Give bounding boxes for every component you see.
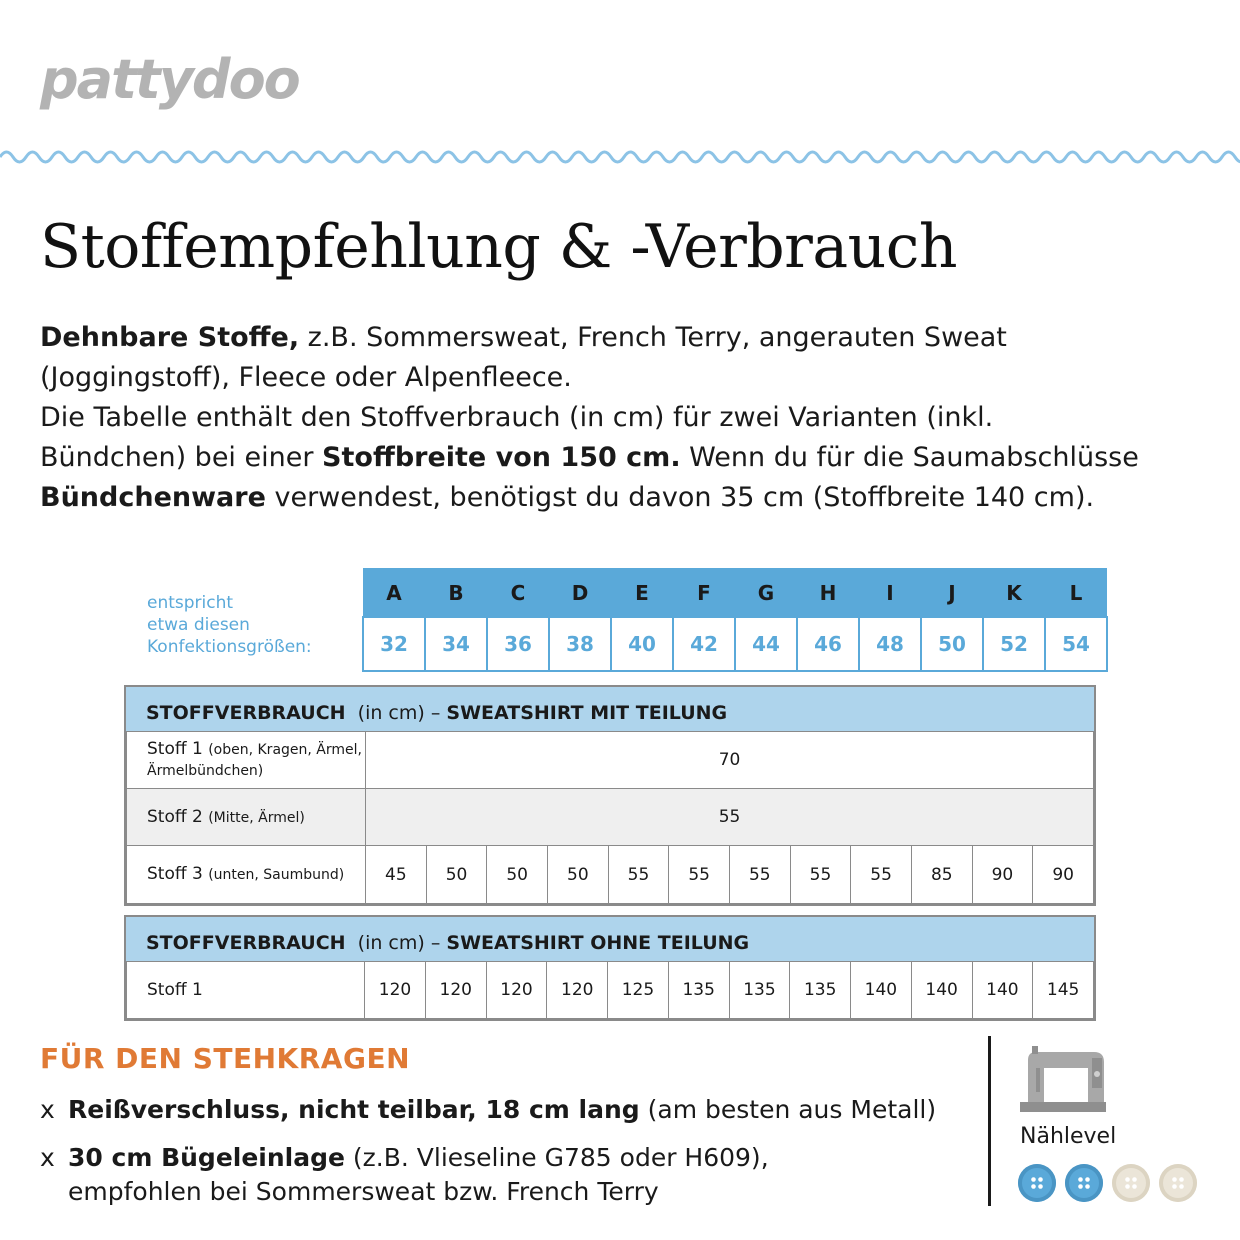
intro-text [40,318,1140,518]
table-cell: 135 [668,962,729,1019]
list-item-bold: Reißverschluss, nicht teilbar, 18 cm lang [68,1095,640,1124]
table-cell: 140 [972,962,1033,1019]
table-cell: 55 [729,846,790,904]
size-label [147,592,357,658]
table-cell: 70 [366,732,1094,789]
size-letter: G [735,569,797,617]
intro-text-4: verwendest, benötigst du davon 35 cm (Stoffbreite 140 cm). [265,482,1095,513]
table-header-variant: SWEATSHIRT OHNE TEILUNG [446,932,750,954]
table-cell: 45 [366,846,427,904]
row-label [127,789,366,846]
table-cell: 55 [790,846,851,904]
table-cell: 55 [366,789,1094,846]
size-letter: E [611,569,673,617]
size-letter: J [921,569,983,617]
size-number: 46 [797,617,859,671]
row-label-text: Stoff 2 [147,806,209,827]
table-cell: 55 [851,846,912,904]
row-label [127,732,366,789]
size-number: 50 [921,617,983,671]
size-table [362,568,1108,672]
wave-divider [0,145,1240,167]
table-cell: 50 [548,846,609,904]
size-label-line: entspricht [147,593,234,613]
page-title: Stoffempfehlung & -Verbrauch [40,212,958,282]
table-cell: 90 [972,846,1033,904]
button-icon [1018,1164,1056,1202]
table-row [127,846,1094,904]
size-number: 54 [1045,617,1107,671]
table-cell: 55 [669,846,730,904]
list-item [40,1141,940,1209]
row-label-note: (Mitte, Ärmel) [208,809,305,826]
table-header-unit: (in cm) – [345,932,447,954]
table-cell: 120 [547,962,608,1019]
size-number: 40 [611,617,673,671]
table-cell: 135 [729,962,790,1019]
list-item-bold: 30 cm Bügeleinlage [68,1143,345,1172]
list-item-text: empfohlen bei Sommersweat bzw. French Terry [68,1177,659,1206]
naehlevel-label: Nählevel [1020,1124,1117,1149]
size-letter: B [425,569,487,617]
list-item-text: (am besten aus Metall) [639,1095,937,1124]
size-letter: I [859,569,921,617]
table-sweatshirt-mit-teilung [124,685,1096,906]
intro-text-1: z.B. Sommersweat, French Terry, angerauten Sweat (Joggingstoff), Fleece oder Alpenfleece. [40,322,1007,393]
row-label-note: (unten, Saumbund) [208,867,345,883]
size-label-line: Konfektionsgrößen: [147,637,312,657]
row-label [127,846,366,904]
table-row [127,789,1094,846]
size-letter: A [363,569,425,617]
size-number: 38 [549,617,611,671]
size-number: 48 [859,617,921,671]
size-number: 34 [425,617,487,671]
table-header-title: STOFFVERBRAUCH [146,702,346,724]
size-number-row [363,617,1107,671]
table-row [127,732,1094,789]
table-cell: 50 [426,846,487,904]
table-cell: 90 [1033,846,1094,904]
table-header-title: STOFFVERBRAUCH [146,932,346,954]
table-cell: 145 [1033,962,1094,1019]
row-label-note: (oben, Kragen, Ärmel, Ärmelbündchen) [147,742,362,779]
table-header [126,917,1094,961]
kragen-title: FÜR DEN STEHKRAGEN [40,1042,411,1075]
sewing-machine-icon [1018,1040,1110,1114]
button-icon [1112,1164,1150,1202]
table-cell: 120 [365,962,426,1019]
table-cell: 55 [608,846,669,904]
table-cell: 120 [486,962,547,1019]
intro-bold-breite: Stoffbreite von 150 cm. [322,442,681,473]
intro-text-2: Die Tabelle enthält den Stoffverbrauch (in cm) für zwei Varianten (inkl. Bündchen) bei einer [40,402,994,473]
size-letter-row [363,569,1107,617]
size-number: 52 [983,617,1045,671]
bullet-mark: x [40,1095,55,1124]
intro-text-3: Wenn du für die Saumabschlüsse [680,442,1139,473]
row-label-text: Stoff 1 [147,739,209,759]
table-cell: 135 [790,962,851,1019]
table-header-unit: (in cm) – [345,702,447,724]
size-number: 32 [363,617,425,671]
vertical-divider [988,1036,991,1206]
button-icon [1065,1164,1103,1202]
table-cell: 140 [911,962,972,1019]
table-cell: 125 [608,962,669,1019]
table-sweatshirt-ohne-teilung [124,915,1096,1021]
button-icon [1159,1164,1197,1202]
size-letter: H [797,569,859,617]
table-row [127,962,1094,1019]
size-number: 44 [735,617,797,671]
bullet-mark: x [40,1143,55,1172]
size-number: 36 [487,617,549,671]
size-letter: C [487,569,549,617]
table-header-variant: SWEATSHIRT MIT TEILUNG [446,702,728,724]
list-item [40,1093,936,1127]
size-label-line: etwa diesen [147,615,250,635]
size-number: 42 [673,617,735,671]
table-cell: 140 [851,962,912,1019]
size-letter: F [673,569,735,617]
size-letter: L [1045,569,1107,617]
intro-bold-buendchen: Bündchenware [40,482,266,513]
table-header [126,687,1094,731]
table-cell: 85 [911,846,972,904]
table-cell: 120 [425,962,486,1019]
pattydoo-logo: pattydoo [40,48,299,111]
intro-bold-stoffe: Dehnbare Stoffe, [40,322,300,353]
row-label-text: Stoff 3 [147,864,209,884]
list-item-text: (z.B. Vlieseline G785 oder H609), [344,1143,769,1172]
size-letter: K [983,569,1045,617]
row-label: Stoff 1 [127,962,365,1019]
size-letter: D [549,569,611,617]
table-cell: 50 [487,846,548,904]
